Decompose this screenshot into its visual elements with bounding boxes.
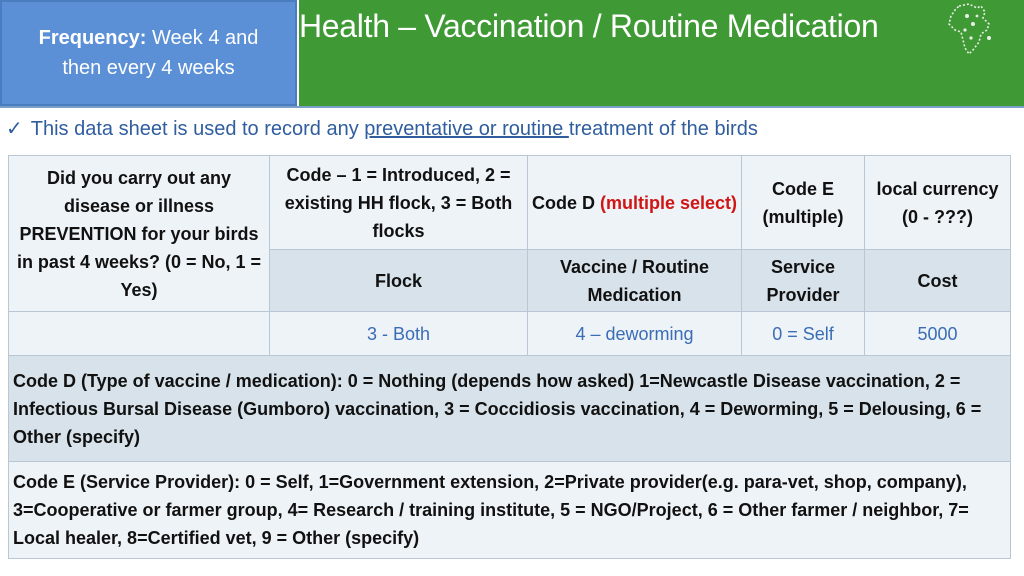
code-d-label: Code D xyxy=(531,192,595,213)
check-icon: ✓ xyxy=(6,118,23,140)
example-flock[interactable]: 3 - Both xyxy=(270,312,528,356)
provider-header: Service Provider xyxy=(742,250,865,312)
example-vaccine[interactable]: 4 – deworming xyxy=(528,312,742,356)
intro-suffix: treatment of the birds xyxy=(568,118,758,140)
example-provider[interactable]: 0 = Self xyxy=(742,312,865,356)
title-bar xyxy=(299,0,1024,106)
africa-map-logo xyxy=(945,2,995,56)
example-cost[interactable]: 5000 xyxy=(865,312,1011,356)
flock-code-header: Code – 1 = Introduced, 2 = existing HH flock, 3 = Both flocks xyxy=(270,156,528,250)
header-divider xyxy=(0,106,1024,108)
page-title: Health – Vaccination / Routine Medication xyxy=(299,8,879,44)
code-d-header xyxy=(528,156,742,250)
intro-prefix: This data sheet is used to record any xyxy=(30,118,365,140)
cost-header: Cost xyxy=(865,250,1011,312)
intro-line xyxy=(6,116,758,141)
code-d-note: (multiple select) xyxy=(599,192,738,213)
code-e-header: Code E (multiple) xyxy=(742,156,865,250)
data-sheet-table xyxy=(8,155,1011,559)
currency-header: local currency (0 - ???) xyxy=(865,156,1011,250)
code-d-legend: Code D (Type of vaccine / medication): 0 = Nothing (depends how asked) 1=Newcastle Disease vaccination, 2 = Infectious Bursal Disease (Gumboro) vaccination, 3 = Coccidiosis vaccination, 4 = Deworming, 5 = Delousing, 6 = Other (specify) xyxy=(9,356,1011,462)
flock-header: Flock xyxy=(270,250,528,312)
example-question-answer[interactable] xyxy=(9,312,270,356)
vaccine-header: Vaccine / Routine Medication xyxy=(528,250,742,312)
code-e-legend: Code E (Service Provider): 0 = Self, 1=Government extension, 2=Private provider(e.g. para-vet, shop, company), 3=Cooperative or farmer group, 4= Research / training institute, 5 = NGO/Project, 6 = Other farmer / neighbor, 7= Local healer, 8=Certified vet, 9 = Other (specify) xyxy=(9,462,1011,559)
intro-underlined: preventative or routine xyxy=(364,118,569,140)
frequency-value-line1: Week 4 and xyxy=(152,27,259,49)
frequency-label: Frequency: xyxy=(38,27,147,49)
frequency-value-line2: then every 4 weeks xyxy=(62,57,235,79)
prevention-question: Did you carry out any disease or illness PREVENTION for your birds in past 4 weeks? (0 = No, 1 = Yes) xyxy=(9,156,270,312)
frequency-line1 xyxy=(39,23,259,53)
frequency-box xyxy=(0,0,297,106)
